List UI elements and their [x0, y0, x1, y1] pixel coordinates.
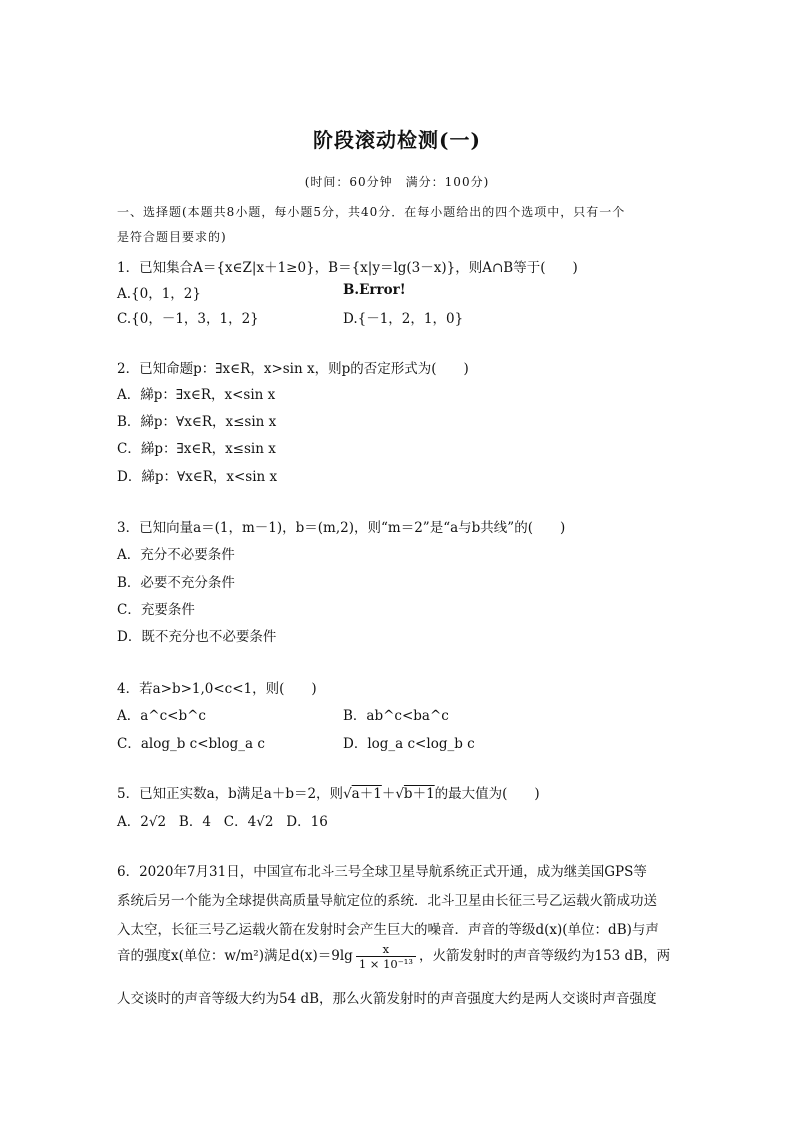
- question-2-option-c: C．綈p：∃x∈R，x≤sin x: [117, 441, 276, 457]
- question-4-option-d: D．log_a c<log_b c: [343, 736, 475, 752]
- question-5-stem-before: 5．已知正实数a，b满足a＋b＝2，则: [117, 786, 344, 802]
- section-header-line1: 一、选择题(本题共8小题，每小题5分，共40分．在每小题给出的四个选项中，只有一个: [117, 205, 626, 219]
- intensity-fraction: [356, 942, 416, 971]
- question-4-option-c: C．alog_b c<blog_a c: [117, 736, 265, 752]
- exam-meta: (时间：60分钟 满分：100分): [304, 175, 490, 189]
- question-1-option-b: B.Error!: [343, 282, 406, 298]
- question-1-option-d: D.{－1，2，1，0}: [343, 311, 464, 327]
- question-3-option-c: C．充要条件: [117, 602, 195, 618]
- question-5-option-b: B．4: [178, 814, 211, 830]
- question-5-options: [117, 810, 328, 830]
- radical-symbol: √: [343, 786, 352, 802]
- section-header-line2: 是符合题目要求的): [117, 230, 227, 244]
- question-5-option-c: C．4√2: [223, 814, 274, 830]
- question-5-stem: [117, 782, 540, 802]
- question-6-line-5: 人交谈时的声音等级大约为54 dB，那么火箭发射时的声音强度大约是两人交谈时声音强度: [117, 991, 657, 1007]
- question-6-line-2: 系统后另一个能为全球提供高质量导航定位的系统．北斗卫星由长征三号乙运载火箭成功送: [117, 893, 657, 909]
- page-title: 阶段滚动检测(一): [313, 128, 481, 152]
- question-3-option-b: B．必要不充分条件: [117, 575, 235, 591]
- question-5-radical-2: b＋1: [403, 786, 435, 802]
- question-1-option-c: C.{0，－1，3，1，2}: [117, 311, 259, 327]
- question-2-option-b: B．綈p：∀x∈R，x≤sin x: [117, 414, 277, 430]
- question-4-option-a: A．a^c<b^c: [117, 708, 206, 724]
- question-6-line-4-before: 音的强度x(单位：w/m²)满足d(x)＝9lg: [117, 948, 353, 964]
- question-5-option-d: D．16: [286, 814, 328, 830]
- fraction-numerator: x: [382, 942, 390, 956]
- question-3-option-d: D．既不充分也不必要条件: [117, 629, 277, 645]
- question-6-line-3: 入太空，长征三号乙运载火箭在发射时会产生巨大的噪音．声音的等级d(x)(单位：dB)与声: [117, 922, 659, 938]
- question-4-stem: 4．若a>b>1,0<c<1，则( ): [117, 681, 317, 697]
- question-2-option-a: A．綈p：∃x∈R，x<sin x: [117, 387, 276, 403]
- question-6-line-4: [117, 942, 677, 971]
- question-3-stem: 3．已知向量a＝(1，m－1)，b＝(m,2)，则“m＝2”是“a与b共线”的( ): [117, 520, 566, 536]
- question-5-radical-1: a＋1: [351, 786, 382, 802]
- question-6-line-1: 6．2020年7月31日，中国宣布北斗三号全球卫星导航系统正式开通，成为继美国GPS等: [117, 864, 647, 880]
- question-2-option-d: D．綈p：∀x∈R，x<sin x: [117, 469, 278, 485]
- question-2-stem: 2．已知命题p：∃x∈R，x>sin x，则p的否定形式为( ): [117, 361, 469, 377]
- question-4-option-b: B．ab^c<ba^c: [343, 708, 449, 724]
- question-5-stem-after: 的最大值为( ): [434, 786, 540, 802]
- question-5-plus: ＋: [381, 786, 396, 802]
- question-6-line-4-after: ，火箭发射时的声音等级约为153 dB，两: [419, 948, 671, 964]
- fraction-denominator: 1 × 10⁻¹³: [356, 956, 416, 971]
- question-1-option-a: A.{0，1，2}: [117, 286, 201, 302]
- question-5-option-a: A．2√2: [117, 814, 167, 830]
- question-1-stem: 1．已知集合A＝{x∈Z|x＋1≥0}，B＝{x|y＝lg(3－x)}，则A∩B等于( ): [117, 260, 578, 276]
- question-3-option-a: A．充分不必要条件: [117, 547, 235, 563]
- radical-symbol: √: [395, 786, 404, 802]
